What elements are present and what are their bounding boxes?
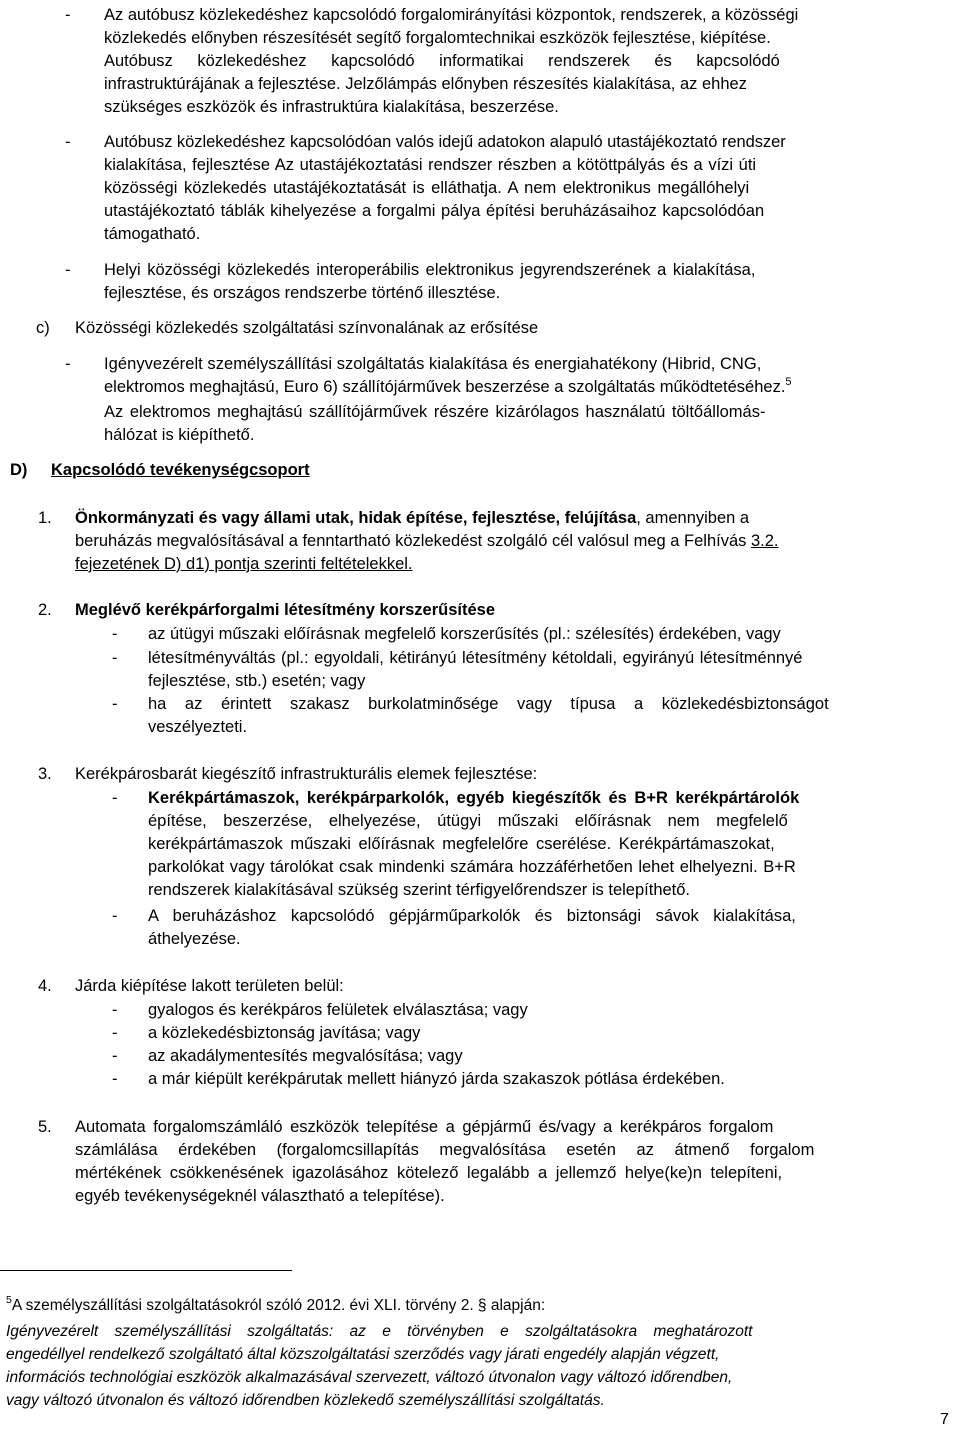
text-line: Önkormányzati és vagy állami utak, hidak építése, fejlesztése, felújítása, amennyiben a	[75, 509, 750, 527]
item-title: Meglévő kerékpárforgalmi létesítmény korszerűsítése	[75, 601, 496, 619]
bullet-marker: -	[65, 6, 71, 24]
text-line: infrastruktúrájának a fejlesztése. Jelzőlámpás előnyben részesítés kialakítása, az ehhez	[104, 75, 747, 93]
text-line: fejlesztése, és országos rendszerbe történő illesztése.	[104, 284, 501, 302]
text-line: Autóbusz közlekedéshez kapcsolódóan valós idejű adatokon alapuló utastájékoztató rendszer	[104, 133, 786, 151]
section-title: Közösségi közlekedés szolgáltatási színvonalának az erősítése	[75, 319, 539, 337]
bullet-marker: -	[65, 261, 71, 279]
reference-link[interactable]: fejezetének D) d1) pontja szerinti feltételekkel.	[75, 555, 413, 573]
text-line: közlekedés előnyben részesítését segítő forgalomtechnikai eszközök fejlesztése, kiépítése.	[104, 29, 771, 47]
footnote-line: vagy változó útvonalon és változó időrendben közlekedő személyszállítási szolgáltatás.	[6, 1392, 605, 1409]
bullet-marker: -	[112, 1024, 118, 1042]
section-title: Kapcsolódó tevékenységcsoport	[51, 461, 310, 479]
item-title: Járda kiépítése lakott területen belül:	[75, 977, 344, 995]
text-line: A beruházáshoz kapcsolódó gépjárműparkolók és biztonsági sávok kialakítása,	[148, 907, 796, 925]
text-line: az útügyi műszaki előírásnak megfelelő korszerűsítés (pl.: szélesítés) érdekében, vagy	[148, 625, 781, 643]
text-line: parkolókat vagy tárolókat csak mindenki számára hozzáférhetően lehet elhelyezni. B+R	[148, 858, 796, 876]
footnote-divider	[0, 1270, 292, 1271]
text-line: fejlesztése, stb.) esetén; vagy	[148, 672, 366, 690]
footnote-number: 5	[6, 1294, 12, 1306]
bullet-marker: -	[112, 1001, 118, 1019]
text-line: Autóbusz közlekedéshez kapcsolódó informatikai rendszerek és kapcsolódó	[104, 52, 780, 70]
text-line: rendszerek kialakításával szükség szerint térfigyelőrendszer is telepíthető.	[148, 881, 691, 899]
text-line: létesítményváltás (pl.: egyoldali, kétirányú létesítmény kétoldali, egyirányú létesítménnyé	[148, 649, 803, 667]
item-number: 4.	[38, 977, 52, 995]
text-line: támogatható.	[104, 225, 201, 243]
item-number: 3.	[38, 765, 52, 783]
text-line: Helyi közösségi közlekedés interoperábilis elektronikus jegyrendszerének a kialakítása,	[104, 261, 756, 279]
text-line: utastájékoztató táblák kihelyezése a forgalmi pálya építési beruházásaihoz kapcsolódóan	[104, 202, 765, 220]
text-line: mértékének csökkenésének igazolásához kötelező legalább a jellemző helye(ke)n telepíteni,	[75, 1164, 783, 1182]
footnote-line: Igényvezérelt személyszállítási szolgáltatás: az e törvényben e szolgáltatásokra meghatározott	[6, 1323, 753, 1340]
text-line: Automata forgalomszámláló eszközök telepítése a gépjármű és/vagy a kerékpáros forgalom	[75, 1118, 774, 1136]
text-line: kialakítása, fejlesztése Az utastájékoztatási rendszer részben a kötöttpályás és a vízi úti	[104, 156, 757, 174]
text-line: ha az érintett szakasz burkolatminősége vagy típusa a közlekedésbiztonságot	[148, 695, 829, 713]
text-line: kerékpártámaszok műszaki előírásnak megfelelőre cserélése. Kerékpártámaszokat,	[148, 835, 775, 853]
bullet-marker: -	[112, 1047, 118, 1065]
bullet-marker: -	[112, 649, 118, 667]
footnote-line: $^5$A személyszállítási szolgáltatásokról szóló 2012. évi XLI. törvény 2. § alapján:	[6, 1294, 546, 1314]
item-number: 2.	[38, 601, 52, 619]
text-line: beruházás megvalósításával a fenntartható közlekedést szolgáló cél valósul meg a Felhívás 3.2.	[75, 532, 779, 550]
bullet-marker: -	[112, 1070, 118, 1088]
text-line: szükséges eszközök és infrastruktúra kialakítása, beszerzése.	[104, 98, 559, 116]
bullet-marker: -	[112, 907, 118, 925]
text-line: áthelyezése.	[148, 930, 241, 948]
text-line: elektromos meghajtású, Euro 6) szállítójárművek beszerzése a szolgáltatás működtetéséhez.$^5$	[104, 376, 792, 396]
bullet-marker: -	[65, 355, 71, 373]
item-number: 5.	[38, 1118, 52, 1136]
item-number: 1.	[38, 509, 52, 527]
list-item: az akadálymentesítés megvalósítása; vagy	[148, 1047, 463, 1065]
reference-link[interactable]: 3.2.	[750, 532, 779, 550]
footnote-line: engedéllyel rendelkező szolgáltató által közszolgáltatási szerződés vagy járati engedély alapján végzett,	[6, 1346, 720, 1363]
text-line: Igényvezérelt személyszállítási szolgáltatás kialakítása és energiahatékony (Hibrid, CNG,	[104, 355, 762, 373]
bullet-marker: -	[112, 789, 118, 807]
footnote-ref[interactable]: 5	[785, 376, 792, 388]
list-item: a már kiépült kerékpárutak mellett hiányzó járda szakaszok pótlása érdekében.	[148, 1070, 725, 1088]
text-line: Az elektromos meghajtású szállítójárművek részére kizárólagos használatú töltőállomás-	[104, 403, 766, 421]
text-line: egyéb tevékenységeknél választható a telepítése).	[75, 1187, 445, 1205]
text-line: hálózat is kiépíthető.	[104, 426, 255, 444]
bullet-marker: -	[112, 695, 118, 713]
text-line: veszélyezteti.	[148, 718, 248, 736]
text-line: Az autóbusz közlekedéshez kapcsolódó forgalomirányítási központok, rendszerek, a közösségi	[104, 6, 799, 24]
section-marker: D)	[10, 461, 28, 479]
bullet-marker: -	[65, 133, 71, 151]
footnote-line: információs technológiai eszközök alkalmazásával szervezett, változó útvonalon vagy változó időrendben,	[6, 1369, 733, 1386]
text-line: Kerékpártámaszok, kerékpárparkolók, egyéb kiegészítők és B+R kerékpártárolók	[148, 789, 800, 807]
list-item: a közlekedésbiztonság javítása; vagy	[148, 1024, 421, 1042]
list-item: gyalogos és kerékpáros felületek elválasztása; vagy	[148, 1001, 528, 1019]
bullet-marker: -	[112, 625, 118, 643]
text-line: közösségi közlekedés utastájékoztatását is elláthatja. A nem elektronikus megállóhelyi	[104, 179, 750, 197]
text-line: építése, beszerzése, elhelyezése, útügyi műszaki előírásnak nem megfelelő	[148, 812, 788, 830]
item-bold-title: Önkormányzati és vagy állami utak, hidak építése, fejlesztése, felújítása	[75, 509, 637, 527]
text-line: számlálása érdekében (forgalomcsillapítás megvalósítása esetén az átmenő forgalom	[75, 1141, 815, 1159]
page-number: 7	[940, 1411, 949, 1428]
item-title: Kerékpárosbarát kiegészítő infrastrukturális elemek fejlesztése:	[75, 765, 538, 783]
section-marker: c)	[36, 319, 50, 337]
